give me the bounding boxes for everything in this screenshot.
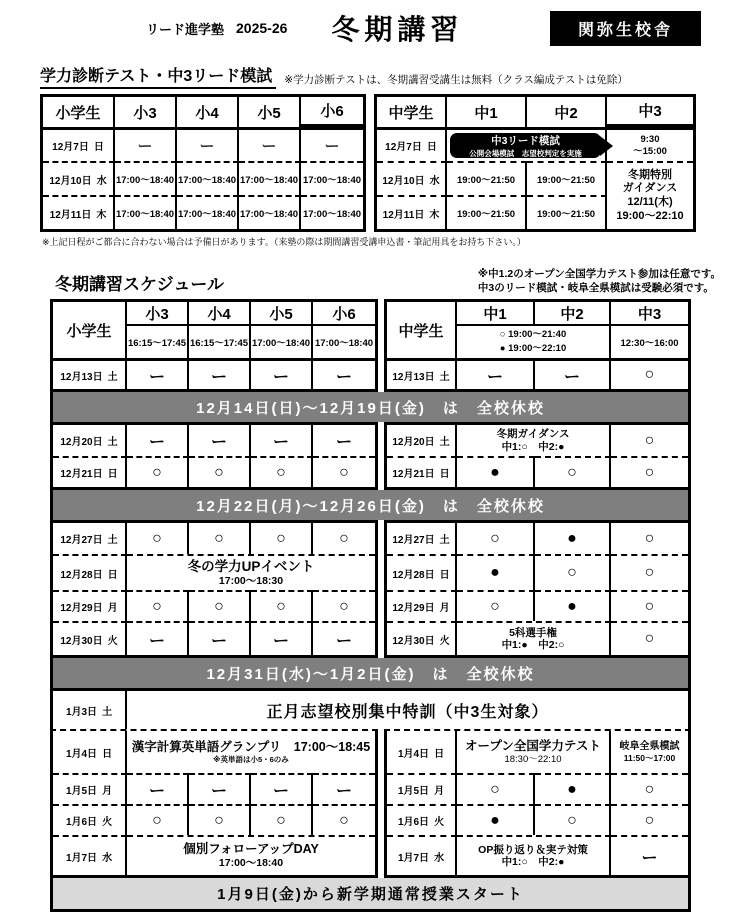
schedule-cell: ー [189, 425, 251, 456]
section1-note: ※学力診断テストは、冬期講習受講生は無料（クラス編成テストは免除） [284, 74, 628, 86]
date-cell: 12月30日 火 [387, 621, 457, 655]
schedule-cell: ー [177, 127, 239, 161]
event-cell: OP振り返り＆実テ対策 中1:○ 中2:● [457, 835, 611, 875]
schedule-cell: ー [115, 127, 177, 161]
date-cell: 12月20日 土 [387, 425, 457, 456]
col-header: 小4 [177, 97, 239, 127]
col-header: 小学生 [43, 97, 115, 127]
schedule-cell: ● [457, 456, 535, 487]
closure-banner-3: 12月31日(水)～1月2日(金) は 全校休校 [50, 658, 691, 688]
section2-header [55, 268, 725, 295]
event-cell: 漢字計算英単語グランプリ 17:00～18:45 ※英単語は小5・6のみ [131, 740, 371, 765]
schedule-cell: ○ [611, 554, 688, 590]
date-cell: 1月4日 日 [387, 731, 457, 773]
schedule-cell: ー [127, 621, 189, 655]
date-cell: 12月29日 月 [387, 590, 457, 621]
schedule-cell: ○ [457, 590, 535, 621]
page-title: 冬期講習 [331, 14, 464, 45]
campus-badge: 関弥生校舎 [550, 11, 701, 46]
schedule-cell: ○ [189, 523, 251, 554]
schedule-table [50, 299, 691, 912]
schedule-cell: 19:00～21:50 [447, 195, 527, 229]
event-cell: 岐阜全県模試 11:50～17:00 [619, 741, 680, 764]
schedule-cell: ー [127, 358, 189, 389]
date-cell: 12月11日 木 [43, 195, 115, 229]
schedule-cell: ○ [535, 554, 611, 590]
schedule-elementary [50, 520, 378, 658]
date-cell: 1月7日 水 [53, 835, 127, 875]
date-cell: 1月5日 月 [53, 773, 127, 804]
schedule-cell: ● [535, 590, 611, 621]
event-cell: 5科選手権 中1:● 中2:○ [457, 621, 611, 655]
test-footnote: ※上記日程がご都合に合わない場合は予備日があります。（来塾の際は期間講習受講申込書・筆記用具をお持ち下さい。） [42, 237, 526, 247]
col-time: 12:30～16:00 [611, 324, 688, 358]
schedule-block-d [50, 729, 691, 878]
date-cell: 12月10日 水 [43, 161, 115, 195]
schedule-cell: 19:00～21:50 [527, 195, 607, 229]
schedule-cell: ○ [611, 456, 688, 487]
date-cell: 12月28日 日 [387, 554, 457, 590]
schedule-cell: ○ [313, 804, 375, 835]
date-cell: 12月10日 水 [377, 161, 447, 195]
schedule-cell: ○ [313, 590, 375, 621]
date-cell: 1月7日 水 [387, 835, 457, 875]
schedule-cell: ○ [189, 456, 251, 487]
schedule-cell: 17:00～18:40 [301, 195, 363, 229]
schedule-cell: ● [535, 773, 611, 804]
date-cell: 12月21日 日 [53, 456, 127, 487]
schedule-cell: ー [127, 773, 189, 804]
schedule-cell: 17:00～18:40 [115, 195, 177, 229]
col-header: 小5 [251, 302, 313, 324]
schedule-cell: ○ [457, 523, 535, 554]
event-cell: 正月志望校別集中特訓（中3生対象） [266, 703, 549, 721]
event-cell: 冬期ガイダンス 中1:○ 中2:● [457, 425, 611, 456]
schedule-junior [384, 729, 691, 878]
schedule-cell: ー [189, 358, 251, 389]
schedule-cell: ○ [611, 358, 688, 389]
schedule-cell: ● [535, 523, 611, 554]
col-header: 中1 [457, 302, 535, 324]
col-header: 中学生 [377, 97, 447, 127]
school-name: リード進学塾 [146, 21, 225, 37]
col-time: 16:15～17:45 [127, 324, 189, 358]
schedule-cell: ○ [127, 590, 189, 621]
schedule-cell: ー [239, 127, 301, 161]
schedule-cell: ー [335, 434, 352, 452]
schedule-cell: ー [189, 621, 251, 655]
schedule-cell: 19:00～21:50 [447, 161, 527, 195]
schedule-cell: ○ [189, 804, 251, 835]
event-cell: 冬の学力UPイベント 17:00～18:30 [127, 554, 375, 590]
date-cell: 12月13日 土 [387, 358, 457, 389]
schedule-cell: ○ [251, 456, 313, 487]
test-table-elementary [40, 94, 366, 232]
schedule-cell: 19:00～21:50 [527, 161, 607, 195]
schedule-junior [384, 422, 691, 490]
col-header: 小6 [332, 305, 356, 323]
schedule-junior-header [384, 299, 691, 392]
date-cell: 12月13日 土 [53, 358, 127, 389]
date-cell: 1月4日 日 [53, 731, 127, 773]
schedule-cell: 17:00～18:40 [301, 161, 363, 195]
date-cell: 12月11日 木 [377, 195, 447, 229]
schedule-cell: ○ [611, 621, 688, 655]
mock-exam-cell [447, 127, 607, 161]
col-header: 中学生 [387, 302, 457, 358]
school-year: 2025-26 [236, 20, 288, 36]
schedule-cell: ー [127, 425, 189, 456]
schedule-cell: ○ [611, 590, 688, 621]
schedule-cell: ー [313, 773, 375, 804]
new-year-special-row [50, 688, 691, 729]
schedule-cell: ○ [644, 431, 655, 449]
schedule-cell: ○ [535, 456, 611, 487]
new-term-banner: 1月9日(金)から新学期通常授業スタート [50, 878, 691, 912]
schedule-cell: ○ [251, 590, 313, 621]
schedule-elementary [50, 422, 378, 490]
date-cell: 1月6日 火 [387, 804, 457, 835]
date-cell: 12月7日 日 [377, 127, 447, 161]
date-cell: 12月21日 日 [387, 456, 457, 487]
col-header: 小6 [301, 97, 363, 127]
schedule-cell: ○ [611, 804, 688, 835]
section1-title: 学力診断テスト・中3リード模試 [40, 63, 276, 89]
schedule-cell: ー [251, 358, 313, 389]
col-time: 16:15～17:45 [189, 324, 251, 358]
schedule-cell: 9:30 ～15:00 [607, 127, 693, 161]
date-cell: 12月27日 土 [53, 523, 127, 554]
section1-header [40, 63, 729, 89]
date-cell: 12月27日 土 [387, 523, 457, 554]
schedule-cell: 17:00～18:40 [239, 195, 301, 229]
schedule-cell: ○ [457, 773, 535, 804]
schedule-cell: 17:00～18:40 [177, 195, 239, 229]
schedule-block-a [50, 299, 691, 392]
test-table-junior [374, 94, 696, 232]
schedule-cell: 17:00～18:40 [177, 161, 239, 195]
schedule-cell: ○ [611, 773, 688, 804]
section2-note2: 中3のリード模試・岐阜全県模試は受験必須です。 [477, 281, 714, 294]
document-page [0, 8, 739, 904]
date-cell: 12月29日 月 [53, 590, 127, 621]
col-header: 中2 [535, 302, 611, 324]
schedule-cell: ○ [251, 523, 313, 554]
schedule-cell: ー [189, 773, 251, 804]
col-header: 中3 [637, 305, 662, 323]
guidance-cell: 冬期特別 ガイダンス 12/11(木) 19:00～22:10 [607, 161, 693, 229]
schedule-cell: ○ [644, 529, 655, 547]
schedule-cell: ● [457, 554, 535, 590]
col-time: 17:00～18:40 [313, 324, 375, 358]
date-cell: 1月3日 土 [53, 691, 127, 729]
col-header: 小3 [127, 302, 189, 324]
col-header: 小4 [189, 302, 251, 324]
schedule-elementary [50, 729, 378, 878]
col-header: 小学生 [53, 302, 127, 358]
section2-notes [478, 268, 721, 295]
junior-time-legend: ○ 19:00～21:40 ● 19:00～22:10 [457, 324, 611, 358]
col-header: 中1 [447, 97, 527, 127]
schedule-cell: ー [457, 358, 535, 389]
schedule-cell: ー [251, 621, 313, 655]
schedule-cell: 17:00～18:40 [239, 161, 301, 195]
date-cell: 1月6日 火 [53, 804, 127, 835]
section2-note1: ※中1.2のオープン全国学力テスト参加は任意です。 [477, 268, 721, 280]
schedule-block-c [50, 520, 691, 658]
schedule-cell: ○ [127, 804, 189, 835]
event-cell: オープン全国学力テスト 18:30～22:10 [457, 731, 611, 773]
closure-banner-2: 12月22日(月)～12月26日(金) は 全校休校 [50, 490, 691, 520]
schedule-cell: ー [535, 358, 611, 389]
event-cell: 個別フォローアップDAY 17:00～18:40 [127, 835, 375, 875]
schedule-cell: ○ [535, 804, 611, 835]
schedule-junior [384, 520, 691, 658]
schedule-cell: ー [313, 621, 375, 655]
document-header [146, 8, 701, 48]
schedule-cell: 17:00～18:40 [115, 161, 177, 195]
schedule-cell: ー [301, 127, 363, 161]
col-time: 17:00～18:40 [251, 324, 313, 358]
date-cell: 12月30日 火 [53, 621, 127, 655]
schedule-cell: ● [457, 804, 535, 835]
schedule-cell: ー [251, 425, 313, 456]
schedule-cell: ○ [251, 804, 313, 835]
schedule-cell: ○ [127, 523, 189, 554]
test-tables [40, 94, 739, 232]
date-cell: 12月7日 日 [43, 127, 115, 161]
schedule-cell: ー [313, 358, 375, 389]
schedule-cell: ○ [189, 590, 251, 621]
date-cell: 12月28日 日 [53, 554, 127, 590]
schedule-cell: ー [611, 835, 688, 875]
section2-title: 冬期講習スケジュール [55, 275, 224, 295]
col-header: 中2 [527, 97, 607, 127]
date-cell: 1月5日 月 [387, 773, 457, 804]
schedule-cell: ー [251, 773, 313, 804]
col-header: 中3 [607, 97, 693, 127]
mock-exam-callout: 中3リード模試 公開会場模試 志望校判定を実施 [450, 133, 601, 158]
schedule-cell: ○ [339, 529, 349, 547]
closure-banner-1: 12月14日(日)～12月19日(金) は 全校休校 [50, 392, 691, 422]
schedule-block-b [50, 422, 691, 490]
col-header: 小5 [239, 97, 301, 127]
col-header: 小3 [115, 97, 177, 127]
schedule-cell: ○ [127, 456, 189, 487]
schedule-elementary-header [50, 299, 378, 392]
schedule-cell: ○ [313, 456, 375, 487]
date-cell: 12月20日 土 [53, 425, 127, 456]
